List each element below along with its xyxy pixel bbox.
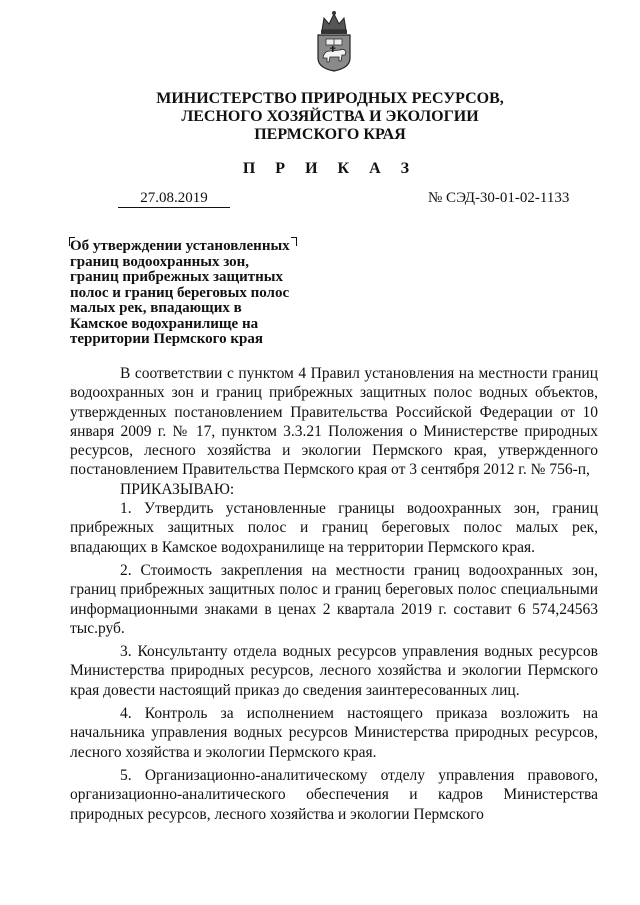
order-word: ПРИКАЗЫВАЮ: [120,480,235,498]
subject-line: Камское водохранилище на [70,315,259,332]
order-item-4: 4. Контроль за исполнением настоящего приказа возложить на начальника управления водных ресурсов Министерства природных ресурсов, лесного хозяйства и экологии Пермского края. [70,705,598,761]
order-item-5: 5. Организационно-аналитическому отделу управления правового, организационно-аналитического обеспечения и кадров Министерства природных ресурсов, лесного хозяйства и экологии Пермского [70,766,598,823]
document-type-title: П Р И К А З [242,160,418,177]
subject-line: малых рек, впадающих в [70,300,242,316]
perm-krai-coat-of-arms-icon [312,8,356,72]
document-date: 27.08.2019 [118,190,230,208]
ministry-line: ПЕРМСКОГО КРАЯ [254,126,406,143]
ministry-line: ЛЕСНОГО ХОЗЯЙСТВА И ЭКОЛОГИИ [181,108,479,125]
preamble-paragraph: В соответствии с пунктом 4 Правил установления на местности границ водоохранных зон и границ прибрежных защитных полос водных объектов, утвержденных постановлением Правительства Российской Федерации от 10 января 2009 г. № 17, пунктом 3.3.21 Положения о Министерстве природных ресурсов, лесного хозяйства и экологии Пермского края, утвержденного постановлением Правительства Пермского края от 3 сентября 2012 г. № 756-п, [70,365,598,479]
order-item-1: 1. Утвердить установленные границы водоохранных зон, границ прибрежных защитных полос и границ береговых полос малых рек, впадающих в Камское водохранилище на территории Пермского края. [70,500,598,556]
subject-line: границ водоохранных зон, [70,253,250,270]
document-subject [70,239,310,348]
document-number: № СЭД-30-01-02-1133 [428,190,570,206]
subject-line: полос и границ береговых полос [70,284,290,301]
document-body [70,364,598,824]
subject-line: территории Пермского края [70,331,263,347]
subject-line: Об утверждении установленных [70,238,290,254]
ministry-name [140,90,520,144]
order-item-3: 3. Консультанту отдела водных ресурсов управления водных ресурсов Министерства природных ресурсов, лесного хозяйства и экологии Пермского края довести настоящий приказ до сведения заинтересованных лиц. [70,643,598,699]
order-item-2: 2. Стоимость закрепления на местности границ водоохранных зон, границ прибрежных защитных полос и границ береговых полос специальными информационными знаками в ценах 2 квартала 2019 г. составит 6 574,24563 тыс.руб. [70,561,598,637]
subject-line: границ прибрежных защитных [70,269,283,285]
ministry-line: МИНИСТЕРСТВО ПРИРОДНЫХ РЕСУРСОВ, [156,90,504,107]
